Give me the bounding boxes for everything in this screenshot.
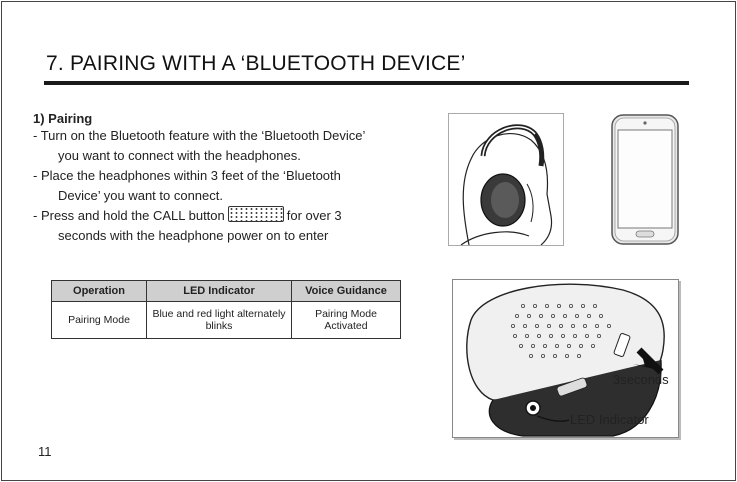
page-number: 11 [38,444,52,459]
header-led-indicator: LED Indicator [147,281,292,302]
smartphone-icon [610,113,680,246]
head-with-headphones-icon [449,114,563,245]
earcup-closeup-illustration [452,279,679,438]
smartphone-illustration [610,113,680,246]
header-operation: Operation [52,281,147,302]
title-underline [44,81,689,85]
step-3-line-1b: for over 3 [286,208,342,223]
call-button-icon [228,206,284,222]
step-1-line-1: - Turn on the Bluetooth feature with the ‘Bluetooth Device’ [33,128,366,143]
cell-led: Blue and red light alternately blinks [147,302,292,339]
section-heading: 1) Pairing [33,111,93,126]
duration-callout: 3seconds [613,372,669,387]
header-voice-guidance: Voice Guidance [292,281,401,302]
step-3 [33,206,342,246]
step-2 [33,166,341,206]
headphone-wearing-illustration [448,113,564,246]
step-2-line-1: - Place the headphones within 3 feet of the ‘Bluetooth [33,168,341,183]
step-1-line-2: you want to connect with the headphones. [58,148,301,163]
step-1 [33,126,365,166]
table-row [52,302,401,339]
led-indicator-table [51,280,401,339]
step-2-line-2: Device’ you want to connect. [58,188,223,203]
cell-operation: Pairing Mode [52,302,147,339]
step-3-line-2: seconds with the headphone power on to enter [58,228,329,243]
page-title: 7. PAIRING WITH A ‘BLUETOOTH DEVICE’ [46,52,466,75]
cell-voice: Pairing Mode Activated [292,302,401,339]
led-indicator-callout: LED Indicator [570,412,649,427]
step-3-line-1a: - Press and hold the CALL button [33,208,225,223]
